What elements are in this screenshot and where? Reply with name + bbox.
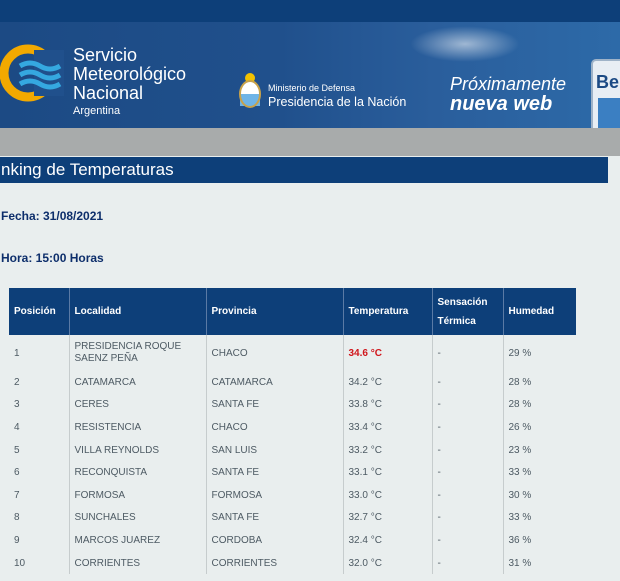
cell-temperatura: 33.4 °C — [343, 416, 432, 439]
cell-posicion: 4 — [9, 416, 69, 439]
cell-localidad: SUNCHALES — [69, 507, 206, 530]
table-header-row — [9, 288, 576, 335]
table-row — [9, 529, 576, 552]
cell-humedad: 33 % — [508, 512, 532, 524]
smn-logo-icon[interactable] — [0, 42, 64, 104]
cell-sensacion: - — [432, 529, 503, 552]
top-bar — [0, 0, 620, 22]
cell-sensacion: - — [432, 439, 503, 462]
table-row — [9, 439, 576, 462]
header-humedad: Humedad — [503, 288, 576, 335]
header-sensacion-line-1: Sensación — [437, 296, 488, 308]
cell-provincia: SANTA FE — [206, 394, 343, 417]
ministerio-line-2: Presidencia de la Nación — [268, 95, 407, 109]
org-line-1: Servicio — [73, 45, 138, 65]
hora-label: Hora: 15:00 Horas — [1, 251, 104, 265]
cell-posicion: 5 — [9, 439, 69, 462]
cell-temperatura: 32.0 °C — [343, 552, 432, 575]
cell-temperatura: 32.4 °C — [343, 529, 432, 552]
ministerio-block[interactable] — [268, 83, 406, 110]
cell-posicion: 10 — [9, 552, 69, 575]
cell-sensacion: - — [432, 416, 503, 439]
cell-localidad: RECONQUISTA — [69, 461, 206, 484]
cell-posicion: 2 — [9, 371, 69, 394]
cell-humedad: 23 % — [508, 444, 532, 456]
cell-localidad-line-1: PRESIDENCIA ROQUE — [74, 341, 182, 352]
cell-temperatura: 32.7 °C — [343, 507, 432, 530]
header-temperatura: Temperatura — [343, 288, 432, 335]
cell-humedad: 31 % — [508, 557, 532, 569]
table-row — [9, 335, 576, 371]
monitor-icon[interactable] — [590, 50, 620, 128]
cell-sensacion: - — [432, 484, 503, 507]
cell-localidad: CATAMARCA — [69, 371, 206, 394]
table-row — [9, 371, 576, 394]
cell-sensacion: - — [432, 371, 503, 394]
table-row — [9, 552, 576, 575]
cell-temperatura: 33.1 °C — [343, 461, 432, 484]
table-row — [9, 507, 576, 530]
cell-humedad: 28 % — [508, 399, 532, 411]
cell-localidad: FORMOSA — [69, 484, 206, 507]
cell-temperatura: 34.6 °C — [343, 335, 432, 371]
cell-provincia: CHACO — [206, 416, 343, 439]
site-banner — [0, 22, 620, 128]
header-sensacion-line-2: Térmica — [437, 315, 476, 327]
cell-humedad: 28 % — [508, 376, 532, 388]
header-provincia: Provincia — [206, 288, 343, 335]
promo-line-1: Próximamente — [450, 74, 567, 94]
cell-sensacion: - — [432, 552, 503, 575]
smn-name[interactable] — [73, 46, 186, 118]
cloud-decoration — [410, 26, 520, 62]
cell-humedad: 36 % — [508, 534, 532, 546]
cell-localidad: CORRIENTES — [69, 552, 206, 575]
cell-provincia: SANTA FE — [206, 507, 343, 530]
cell-posicion: 9 — [9, 529, 69, 552]
page-title: nking de Temperaturas — [0, 157, 608, 183]
header-localidad: Localidad — [69, 288, 206, 335]
table-row — [9, 461, 576, 484]
cell-localidad: CERES — [69, 394, 206, 417]
cell-provincia: FORMOSA — [206, 484, 343, 507]
cell-sensacion: - — [432, 394, 503, 417]
monitor-text: Be — [596, 72, 620, 92]
nav-gray-bar — [0, 128, 620, 156]
coat-of-arms-icon — [236, 70, 264, 110]
cell-sensacion: - — [432, 335, 503, 371]
cell-humedad: 30 % — [508, 489, 532, 501]
promo-line-2: nueva web — [450, 93, 553, 115]
cell-provincia: CATAMARCA — [206, 371, 343, 394]
table-row — [9, 416, 576, 439]
cell-provincia: SANTA FE — [206, 461, 343, 484]
cell-humedad: 26 % — [508, 421, 532, 433]
cell-provincia: CHACO — [206, 335, 343, 371]
cell-provincia: CORDOBA — [206, 529, 343, 552]
cell-humedad: 29 % — [508, 347, 532, 359]
ranking-table — [9, 288, 576, 574]
table-row — [9, 394, 576, 417]
cell-provincia: SAN LUIS — [206, 439, 343, 462]
cell-posicion: 8 — [9, 507, 69, 530]
cell-temperatura: 34.2 °C — [343, 371, 432, 394]
org-line-2: Meteorológico — [73, 64, 187, 84]
cell-temperatura: 33.2 °C — [343, 439, 432, 462]
promo-new-web[interactable] — [450, 75, 566, 114]
cell-posicion: 6 — [9, 461, 69, 484]
ministerio-line-1: Ministerio de Defensa — [268, 83, 356, 93]
cell-sensacion: - — [432, 461, 503, 484]
cell-temperatura: 33.8 °C — [343, 394, 432, 417]
cell-humedad: 33 % — [508, 467, 532, 479]
cell-localidad-line-2: SAENZ PEÑA — [74, 353, 138, 364]
cell-localidad: VILLA REYNOLDS — [69, 439, 206, 462]
cell-localidad — [69, 335, 206, 371]
header-sensacion — [432, 288, 503, 335]
table-row — [9, 484, 576, 507]
fecha-label: Fecha: 31/08/2021 — [1, 209, 104, 223]
cell-posicion: 3 — [9, 394, 69, 417]
cell-localidad: MARCOS JUAREZ — [69, 529, 206, 552]
cell-sensacion: - — [432, 507, 503, 530]
header-posicion: Posición — [9, 288, 69, 335]
cell-temperatura: 33.0 °C — [343, 484, 432, 507]
cell-posicion: 7 — [9, 484, 69, 507]
cell-localidad: RESISTENCIA — [69, 416, 206, 439]
cell-provincia: CORRIENTES — [206, 552, 343, 575]
cell-posicion: 1 — [9, 335, 69, 371]
org-line-4: Argentina — [73, 105, 121, 117]
org-line-3: Nacional — [73, 83, 144, 103]
